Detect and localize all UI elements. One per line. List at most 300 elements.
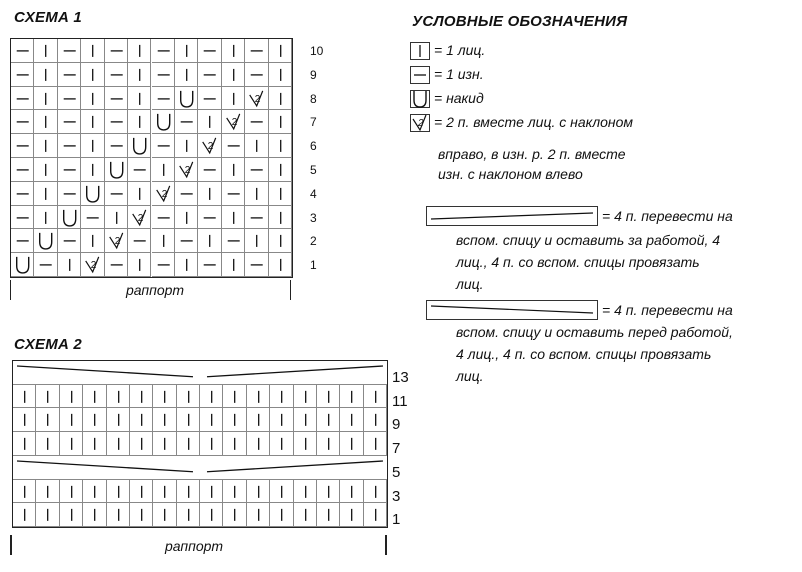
purl-icon	[410, 66, 430, 84]
knit-stitch-icon	[34, 158, 57, 182]
scheme1-cell	[222, 39, 245, 63]
cable-front-line2: вспом. спицу и оставить перед работой,	[456, 324, 733, 340]
knit-stitch-icon	[128, 63, 151, 87]
scheme1-cell	[34, 63, 57, 87]
scheme2-cell	[83, 408, 106, 432]
yarn-over-icon	[81, 182, 104, 206]
scheme1-cell	[58, 206, 81, 230]
legend-item-purl	[410, 64, 484, 84]
knit-stitch-icon	[223, 408, 246, 432]
scheme1-cell	[245, 134, 268, 158]
purl-stitch-icon	[105, 134, 128, 158]
knit-stitch-icon	[200, 480, 223, 504]
knit-stitch-icon	[294, 385, 317, 409]
knit-stitch-icon	[270, 480, 293, 504]
scheme1-row-number: 9	[310, 67, 317, 82]
knit-stitch-icon	[245, 229, 268, 253]
knit-stitch-icon	[153, 385, 176, 409]
scheme2-cell	[130, 480, 153, 504]
scheme2-cell	[247, 503, 270, 527]
knit-stitch-icon	[81, 63, 104, 87]
scheme2-cell	[200, 408, 223, 432]
scheme1-cell	[245, 182, 268, 206]
scheme2-cell	[36, 480, 59, 504]
knit-stitch-icon	[13, 503, 36, 527]
knit-stitch-icon	[107, 408, 130, 432]
cable-cross-icon	[13, 361, 387, 385]
cable-front-line1: = 4 п. перевести на	[602, 302, 733, 318]
scheme2-cell	[177, 385, 200, 409]
knit-stitch-icon	[34, 182, 57, 206]
scheme2-cell	[83, 385, 106, 409]
scheme1-cell	[222, 87, 245, 111]
purl-stitch-icon	[175, 110, 198, 134]
scheme2-cell	[364, 432, 387, 456]
scheme1-cell	[105, 229, 128, 253]
scheme1-cell	[81, 134, 104, 158]
legend-item-knit	[410, 40, 485, 60]
scheme2-rapport-label: раппорт	[165, 538, 224, 554]
scheme1-cell	[128, 206, 151, 230]
scheme1-cell	[81, 63, 104, 87]
purl-stitch-icon	[245, 63, 268, 87]
cable-front-line3: 4 лиц., 4 п. со вспом. спицы провязать	[456, 346, 712, 362]
svg-text:2: 2	[418, 118, 424, 130]
scheme1-row-number: 6	[310, 139, 317, 154]
scheme1-cell	[269, 134, 292, 158]
purl-stitch-icon	[152, 63, 175, 87]
scheme1-cell	[58, 158, 81, 182]
decrease-icon	[410, 114, 430, 132]
scheme1-cell	[152, 253, 175, 277]
scheme1-cell	[34, 39, 57, 63]
svg-text:2: 2	[254, 93, 261, 105]
knit-stitch-icon	[200, 408, 223, 432]
knit-stitch-icon	[198, 110, 221, 134]
scheme1-cell	[175, 253, 198, 277]
scheme2-cell	[294, 385, 317, 409]
scheme1-cell	[58, 134, 81, 158]
purl-stitch-icon	[128, 158, 151, 182]
purl-stitch-icon	[245, 158, 268, 182]
legend-item-text: = 1 лиц.	[434, 42, 486, 58]
knit-stitch-icon	[269, 206, 292, 230]
scheme1-cell	[175, 87, 198, 111]
knit-stitch-icon	[317, 408, 340, 432]
knit-stitch-icon	[34, 39, 57, 63]
scheme2-cell	[107, 385, 130, 409]
purl-stitch-icon	[58, 182, 81, 206]
scheme1-cell	[175, 134, 198, 158]
knit-stitch-icon	[13, 432, 36, 456]
scheme1-row-number: 4	[310, 186, 317, 201]
knit-stitch-icon	[364, 432, 387, 456]
purl-stitch-icon	[175, 182, 198, 206]
scheme2-cell	[83, 432, 106, 456]
purl-stitch-icon	[11, 87, 34, 111]
purl-stitch-icon	[34, 253, 57, 277]
knit-stitch-icon	[36, 408, 59, 432]
scheme2-cell	[223, 385, 246, 409]
purl-stitch-icon	[58, 87, 81, 111]
scheme2-cell	[177, 503, 200, 527]
scheme2-cell	[223, 480, 246, 504]
yarn-over-icon	[58, 206, 81, 230]
scheme1-cell	[269, 39, 292, 63]
scheme1-cell	[269, 182, 292, 206]
scheme1-cell	[34, 110, 57, 134]
scheme1-cell	[81, 39, 104, 63]
scheme1-cell	[198, 39, 221, 63]
scheme1-cell	[81, 110, 104, 134]
knit-stitch-icon	[247, 480, 270, 504]
purl-stitch-icon	[222, 134, 245, 158]
scheme1-cell	[128, 87, 151, 111]
knit-stitch-icon	[317, 432, 340, 456]
knit-stitch-icon	[364, 480, 387, 504]
knit-stitch-icon	[223, 503, 246, 527]
svg-text:2: 2	[161, 188, 167, 200]
scheme2-cell	[364, 503, 387, 527]
scheme1-cell	[222, 110, 245, 134]
knit-stitch-icon	[223, 432, 246, 456]
knit-stitch-icon	[81, 39, 104, 63]
scheme1-cell	[269, 158, 292, 182]
knit-stitch-icon	[222, 206, 245, 230]
scheme2-row-number: 5	[392, 463, 401, 481]
scheme2-cell	[364, 408, 387, 432]
legend-item-decrease	[410, 112, 633, 132]
scheme1-cell	[11, 229, 34, 253]
cable-back-line3: лиц., 4 п. со вспом. спицы провязать	[456, 254, 700, 270]
legend-item-text: = 1 изн.	[434, 66, 484, 82]
scheme2-cell	[36, 503, 59, 527]
knit-stitch-icon	[60, 385, 83, 409]
scheme2-cell	[177, 480, 200, 504]
scheme2-grid	[12, 360, 388, 528]
knit-stitch-icon	[153, 503, 176, 527]
knit-stitch-icon	[340, 480, 363, 504]
knit-stitch-icon	[269, 39, 292, 63]
scheme1-cell	[11, 110, 34, 134]
scheme1-cell	[269, 63, 292, 87]
knit-stitch-icon	[269, 87, 292, 111]
scheme2-cell	[36, 385, 59, 409]
knit-stitch-icon	[200, 432, 223, 456]
knit-stitch-icon	[152, 229, 175, 253]
scheme1-cell	[245, 229, 268, 253]
knit-stitch-icon	[36, 432, 59, 456]
scheme1-cell	[198, 110, 221, 134]
scheme2-cell	[270, 503, 293, 527]
yarnover-icon	[410, 90, 430, 108]
knit-icon	[410, 42, 430, 60]
cable-back-symbol	[426, 206, 598, 226]
knit-stitch-icon	[269, 110, 292, 134]
legend-decrease-cont-2: изн. с наклоном влево	[438, 166, 583, 182]
cable-front-icon	[427, 301, 597, 319]
knit-stitch-icon	[36, 503, 59, 527]
knit-stitch-icon	[222, 63, 245, 87]
yarn-over-icon	[34, 229, 57, 253]
scheme1-cell	[198, 87, 221, 111]
purl-stitch-icon	[198, 87, 221, 111]
knit-stitch-icon	[81, 110, 104, 134]
purl-stitch-icon	[198, 158, 221, 182]
scheme1-cell	[11, 158, 34, 182]
scheme2-cell	[107, 432, 130, 456]
knit-stitch-icon	[200, 503, 223, 527]
scheme2-cell	[177, 408, 200, 432]
knit-stitch-icon	[130, 480, 153, 504]
scheme2-cell	[60, 480, 83, 504]
knit-stitch-icon	[269, 182, 292, 206]
scheme2-cell	[364, 385, 387, 409]
knit-stitch-icon	[83, 503, 106, 527]
scheme1-cell	[81, 158, 104, 182]
knit-stitch-icon	[269, 134, 292, 158]
knit-stitch-icon	[340, 408, 363, 432]
scheme1-cell	[105, 87, 128, 111]
scheme1-cell	[105, 110, 128, 134]
scheme1-cell	[11, 87, 34, 111]
knit-stitch-icon	[294, 480, 317, 504]
purl-stitch-icon	[198, 253, 221, 277]
yarn-over-icon	[105, 158, 128, 182]
purl-stitch-icon	[222, 182, 245, 206]
scheme2-cell	[340, 408, 363, 432]
knit-stitch-icon	[364, 408, 387, 432]
scheme1-cell	[34, 87, 57, 111]
knit-stitch-icon	[107, 503, 130, 527]
scheme1-cell	[152, 134, 175, 158]
cable-cross-icon	[13, 456, 387, 480]
purl-stitch-icon	[58, 134, 81, 158]
knit-stitch-icon	[34, 110, 57, 134]
scheme1-cell	[198, 229, 221, 253]
scheme2-row-number: 9	[392, 416, 401, 434]
scheme1-grid	[10, 38, 293, 278]
purl-stitch-icon	[58, 158, 81, 182]
scheme1-cell	[222, 206, 245, 230]
scheme1-cell	[128, 158, 151, 182]
scheme1-row-number: 3	[310, 210, 317, 225]
scheme1-cell	[128, 110, 151, 134]
scheme1-cell	[11, 206, 34, 230]
knit-stitch-icon	[60, 503, 83, 527]
knit-stitch-icon	[247, 385, 270, 409]
knit-stitch-icon	[34, 206, 57, 230]
scheme2-cell	[153, 385, 176, 409]
scheme1-cell	[198, 134, 221, 158]
purl-stitch-icon	[105, 182, 128, 206]
knit-stitch-icon	[270, 385, 293, 409]
knit-stitch-icon	[60, 408, 83, 432]
cable-back-line2: вспом. спицу и оставить за работой, 4	[456, 232, 721, 248]
knit-stitch-icon	[222, 158, 245, 182]
purl-stitch-icon	[152, 134, 175, 158]
scheme2-cell	[340, 385, 363, 409]
purl-stitch-icon	[128, 229, 151, 253]
knit-stitch-icon	[128, 87, 151, 111]
scheme1-cell	[11, 182, 34, 206]
scheme1-cell	[269, 110, 292, 134]
scheme2-cell	[200, 432, 223, 456]
scheme2-cell	[200, 480, 223, 504]
scheme1-cell	[105, 182, 128, 206]
scheme1-cell	[222, 253, 245, 277]
scheme2-cell	[270, 408, 293, 432]
scheme1-row-number: 7	[310, 115, 317, 130]
scheme2-cell	[247, 408, 270, 432]
scheme1-cell	[198, 158, 221, 182]
scheme1-cell	[128, 182, 151, 206]
scheme2-cell	[153, 503, 176, 527]
scheme2-cell	[60, 385, 83, 409]
scheme2-cell	[317, 480, 340, 504]
knit-stitch-icon	[294, 408, 317, 432]
scheme2-cell	[200, 385, 223, 409]
knit-stitch-icon	[247, 408, 270, 432]
scheme1-cell	[58, 39, 81, 63]
scheme1-cell	[245, 110, 268, 134]
scheme1-cell	[222, 229, 245, 253]
knit-stitch-icon	[222, 87, 245, 111]
scheme2-cell	[60, 432, 83, 456]
purl-stitch-icon	[11, 182, 34, 206]
scheme2-cell	[130, 408, 153, 432]
decrease-icon	[128, 206, 151, 230]
scheme1-cell	[245, 206, 268, 230]
knit-stitch-icon	[83, 432, 106, 456]
scheme1-cell	[11, 253, 34, 277]
purl-stitch-icon	[58, 63, 81, 87]
knit-stitch-icon	[294, 503, 317, 527]
purl-stitch-icon	[152, 87, 175, 111]
decrease-icon	[105, 229, 128, 253]
svg-text:2: 2	[90, 260, 97, 272]
scheme2-cell	[340, 480, 363, 504]
purl-stitch-icon	[58, 110, 81, 134]
scheme1-cell	[58, 63, 81, 87]
scheme2-title: СХЕМА 2	[14, 336, 82, 353]
knit-stitch-icon	[177, 480, 200, 504]
knit-stitch-icon	[13, 385, 36, 409]
knit-stitch-icon	[36, 385, 59, 409]
purl-stitch-icon	[11, 110, 34, 134]
scheme2-cell	[294, 503, 317, 527]
scheme1-cell	[128, 253, 151, 277]
scheme1-cell	[105, 63, 128, 87]
scheme1-cell	[175, 229, 198, 253]
purl-stitch-icon	[152, 206, 175, 230]
scheme1-cell	[58, 253, 81, 277]
knit-stitch-icon	[36, 480, 59, 504]
yarn-over-icon	[11, 253, 34, 277]
scheme2-cell	[294, 408, 317, 432]
knit-stitch-icon	[177, 432, 200, 456]
scheme2-row-number: 3	[392, 487, 401, 505]
scheme1-cell	[198, 253, 221, 277]
purl-stitch-icon	[11, 206, 34, 230]
scheme1-cell	[105, 39, 128, 63]
scheme2-cell	[247, 480, 270, 504]
scheme2-cell	[153, 408, 176, 432]
purl-stitch-icon	[11, 39, 34, 63]
scheme2-cell	[364, 480, 387, 504]
scheme1-row-number: 8	[310, 91, 317, 106]
scheme2-cell	[36, 408, 59, 432]
knit-stitch-icon	[60, 480, 83, 504]
scheme1-row-number: 5	[310, 163, 317, 177]
scheme1-cell	[11, 134, 34, 158]
scheme2-cell	[130, 385, 153, 409]
knit-stitch-icon	[153, 408, 176, 432]
scheme1-cell	[81, 206, 104, 230]
scheme1-cell	[58, 110, 81, 134]
scheme1-cell	[245, 63, 268, 87]
decrease-icon	[198, 134, 221, 158]
knit-stitch-icon	[294, 432, 317, 456]
cable-back-line1: = 4 п. перевести на	[602, 208, 733, 224]
knit-stitch-icon	[269, 63, 292, 87]
scheme1-cell	[175, 63, 198, 87]
purl-stitch-icon	[105, 253, 128, 277]
purl-stitch-icon	[58, 229, 81, 253]
scheme1-rapport-right-mark	[290, 280, 291, 300]
svg-text:2: 2	[114, 236, 120, 248]
knit-stitch-icon	[177, 503, 200, 527]
scheme1-cell	[245, 158, 268, 182]
scheme2-cell	[36, 432, 59, 456]
knit-stitch-icon	[130, 385, 153, 409]
scheme1-cell	[152, 110, 175, 134]
scheme1-cell	[81, 87, 104, 111]
purl-stitch-icon	[198, 63, 221, 87]
knit-stitch-icon	[270, 432, 293, 456]
knit-stitch-icon	[317, 480, 340, 504]
knit-stitch-icon	[177, 385, 200, 409]
knit-stitch-icon	[198, 182, 221, 206]
scheme1-cell	[269, 229, 292, 253]
knit-stitch-icon	[200, 385, 223, 409]
knit-stitch-icon	[223, 480, 246, 504]
svg-text:2: 2	[137, 212, 144, 224]
scheme2-cell	[107, 503, 130, 527]
scheme1-cell	[198, 182, 221, 206]
purl-stitch-icon	[245, 253, 268, 277]
scheme1-cell	[222, 158, 245, 182]
scheme1-cell	[11, 63, 34, 87]
scheme2-cell	[13, 480, 36, 504]
scheme1-cell	[34, 182, 57, 206]
purl-stitch-icon	[105, 39, 128, 63]
scheme1-cell	[175, 158, 198, 182]
knit-stitch-icon	[223, 385, 246, 409]
knit-stitch-icon	[128, 39, 151, 63]
scheme1-cell	[175, 182, 198, 206]
legend-item-text: = накид	[434, 90, 484, 106]
knit-stitch-icon	[175, 253, 198, 277]
scheme2-cell	[83, 503, 106, 527]
svg-text:2: 2	[208, 141, 214, 153]
scheme1-cell	[128, 63, 151, 87]
legend-title: УСЛОВНЫЕ ОБОЗНАЧЕНИЯ	[412, 13, 628, 30]
knit-stitch-icon	[317, 385, 340, 409]
svg-text:2: 2	[184, 164, 191, 176]
knit-stitch-icon	[340, 385, 363, 409]
scheme1-rapport-label: раппорт	[126, 282, 185, 298]
